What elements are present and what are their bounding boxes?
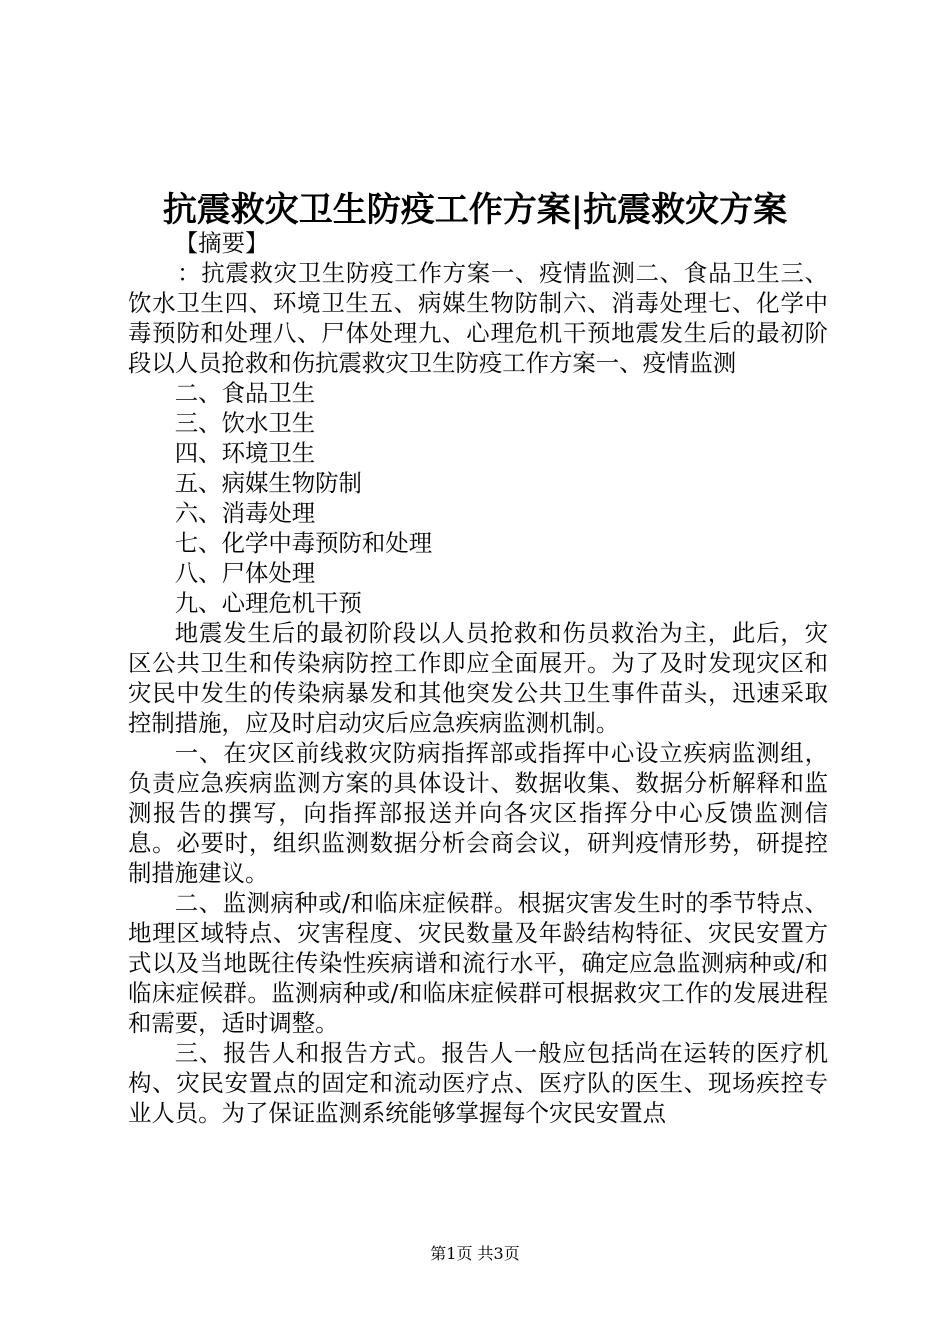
- document-title: 抗震救灾卫生防疫工作方案|抗震救灾方案: [162, 190, 788, 230]
- outline-item: 三、饮水卫生: [174, 409, 316, 437]
- summary-label: 【摘要】: [174, 229, 269, 257]
- outline-item: 七、化学中毒预防和处理: [174, 529, 433, 557]
- outline-item: 九、心理危机干预: [174, 589, 362, 617]
- outline-item: 八、尸体处理: [174, 559, 316, 587]
- body-paragraph: 地震发生后的最初阶段以人员抢救和伤员救治为主，此后，灾区公共卫生和传染病防控工作即应全面展开。为了及时发现灾区和灾民中发生的传染病暴发和其他突发公共卫生事件苗头，迅速采取控制措施，应及时启动灾后应急疾病监测机制。: [128, 619, 828, 737]
- document-body: [128, 228, 828, 1128]
- outline-item: 二、食品卫生: [174, 379, 316, 407]
- body-paragraph: 二、监测病种或/和临床症候群。根据灾害发生时的季节特点、地理区域特点、灾害程度、灾民数量及年龄结构特征、灾民安置方式以及当地既往传染性疾病谱和流行水平，确定应急监测病种或/和临床症候群。监测病种或/和临床症候群可根据救灾工作的发展进程和需要，适时调整。: [128, 889, 828, 1037]
- outline-item: 五、病媒生物防制: [174, 469, 362, 497]
- body-paragraph: 三、报告人和报告方式。报告人一般应包括尚在运转的医疗机构、灾民安置点的固定和流动医疗点、医疗队的医生、现场疾控专业人员。为了保证监测系统能够掌握每个灾民安置点: [128, 1039, 828, 1127]
- outline-item: 六、消毒处理: [174, 499, 316, 527]
- page-footer: 第1页 共3页: [430, 1244, 520, 1263]
- outline-item: 四、环境卫生: [174, 439, 316, 467]
- body-paragraph: 一、在灾区前线救灾防病指挥部或指挥中心设立疾病监测组，负责应急疾病监测方案的具体设计、数据收集、数据分析解释和监测报告的撰写，向指挥部报送并向各灾区指挥分中心反馈监测信息。必要时，组织监测数据分析会商会议，研判疫情形势，研提控制措施建议。: [128, 739, 828, 887]
- summary-text: ：抗震救灾卫生防疫工作方案一、疫情监测二、食品卫生三、饮水卫生四、环境卫生五、病媒生物防制六、消毒处理七、化学中毒预防和处理八、尸体处理九、心理危机干预地震发生后的最初阶段以人员抢救和伤抗震救灾卫生防疫工作方案一、疫情监测: [128, 259, 828, 377]
